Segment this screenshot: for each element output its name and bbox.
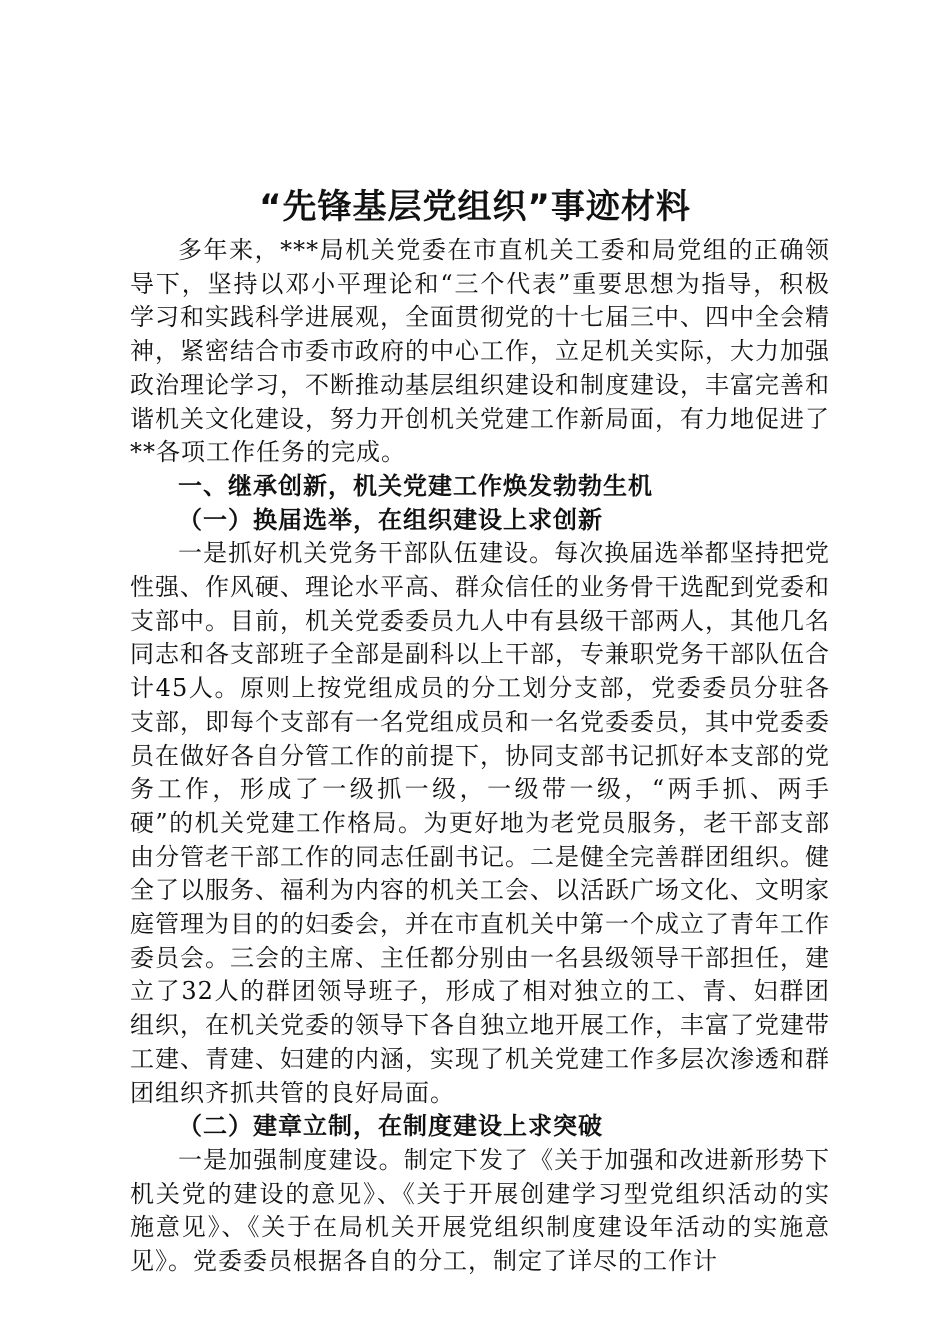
intro-paragraph: 多年来，***局机关党委在市直机关工委和局党组的正确领导下，坚持以邓小平理论和“三个代表”重要思想为指导，积极学习和实践科学进展观，全面贯彻党的十七届三中、四中全会精神，紧密结合市委市政府的中心工作，立足机关实际，大力加强政治理论学习，不断推动基层组织建设和制度建设，丰富完善和谐机关文化建设，努力开创机关党建工作新局面，有力地促进了**各项工作任务的完成。 <box>130 236 830 467</box>
subsection-heading-1: （一）换届选举，在组织建设上求创新 <box>178 505 603 534</box>
section-heading-1: 一、继承创新，机关党建工作焕发勃勃生机 <box>178 471 653 500</box>
document-title: “先锋基层党组织”事迹材料 <box>259 187 691 227</box>
document-body <box>130 234 830 1279</box>
subsection-2-paragraph: 一是加强制度建设。制定下发了《关于加强和改进新形势下机关党的建设的意见》、《关于开展创建学习型党组织活动的实施意见》、《关于在局机关开展党组织制度建设年活动的实施意见》。党委委员根据各自的分工，制定了详尽的工作计 <box>130 1145 830 1276</box>
subsection-heading-2: （二）建章立制，在制度建设上求突破 <box>178 1112 603 1141</box>
subsection-1-paragraph: 一是抓好机关党务干部队伍建设。每次换届选举都坚持把党性强、作风硬、理论水平高、群众信任的业务骨干选配到党委和支部中。目前，机关党委委员九人中有县级干部两人，其他几名同志和各支部班子全部是副科以上干部，专兼职党务干部队伍合计45人。原则上按党组成员的分工划分支部，党委委员分驻各支部，即每个支部有一名党组成员和一名党委委员，其中党委委员在做好各自分管工作的前提下，协同支部书记抓好本支部的党务工作，形成了一级抓一级，一级带一级，“两手抓、两手硬”的机关党建工作格局。为更好地为老党员服务，老干部支部由分管老干部工作的同志任副书记。二是健全完善群团组织。健全了以服务、福利为内容的机关工会、以活跃广场文化、文明家庭管理为目的的妇委会，并在市直机关中第一个成立了青年工作委员会。三会的主席、主任都分别由一名县级领导干部担任，建立了32人的群团领导班子，形成了相对独立的工、青、妇群团组织，在机关党委的领导下各自独立地开展工作，丰富了党建带工建、青建、妇建的内涵，实现了机关党建工作多层次渗透和群团组织齐抓共管的良好局面。 <box>130 539 830 1107</box>
